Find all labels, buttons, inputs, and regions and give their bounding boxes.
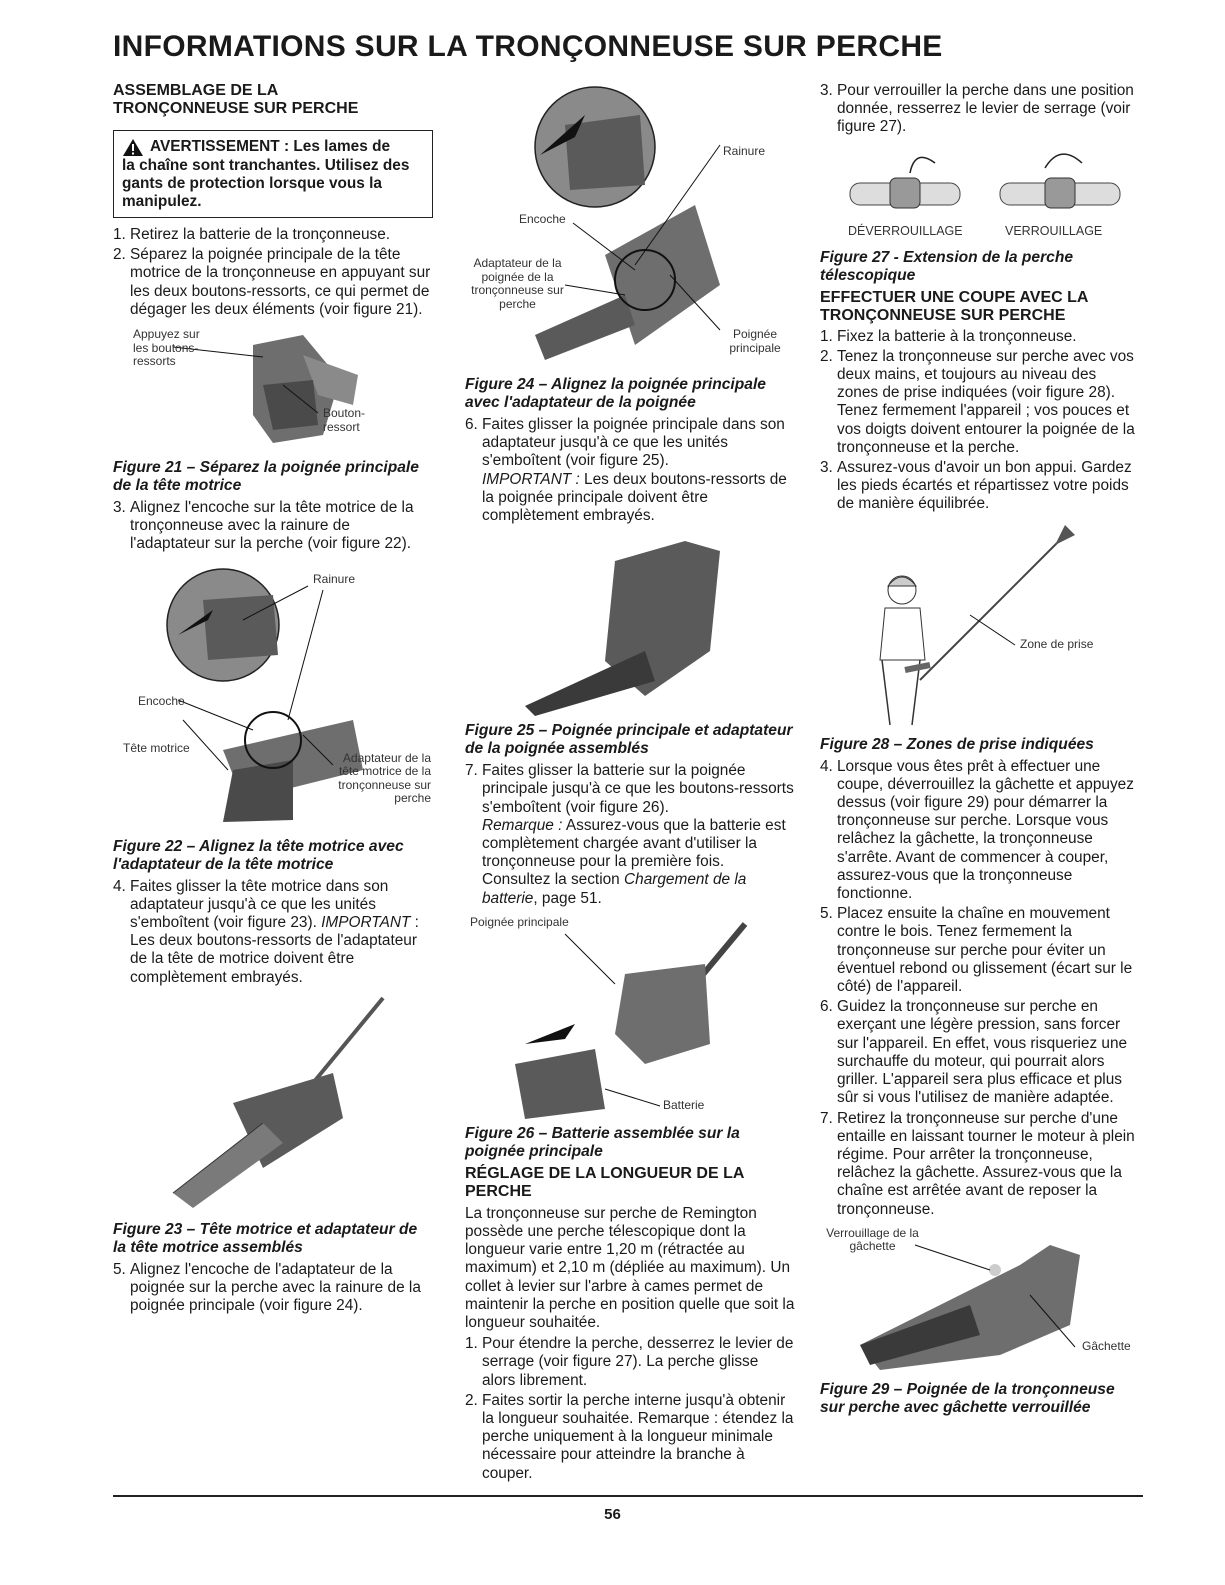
fig29-label-verrou: Verrouillage de la gâchette	[826, 1225, 919, 1254]
figure-24-caption: Figure 24 – Alignez la poignée principale avec l'adaptateur de la poignée	[465, 376, 766, 411]
list-item: 3. Assurez-vous d'avoir un bon appui. Gardez les pieds écartés et répartissez votre poids de manière équilibrée.	[820, 459, 1132, 513]
section-title-coupe: EFFECTUER UNE COUPE AVEC LA TRONÇONNEUSE SUR PERCHE	[820, 288, 1088, 324]
list-item: 1. Pour étendre la perche, desserrez le levier de serrage (voir figure 27). La perche glisse alors librement.	[465, 1335, 794, 1389]
section-intro: La tronçonneuse sur perche de Remington possède une perche télescopique dont la longueur varie entre 1,20 m (rétractée au maximum) et 2,10 m (dépliée au maximum). Un collet à levier sur l'arbre à cames permet de maintenir la perche en position quelle que soit la longueur souhaitée.	[465, 1204, 795, 1332]
fig29-label-gachette: Gâchette	[1082, 1338, 1131, 1353]
fig26-label-batterie: Batterie	[663, 1097, 705, 1112]
warning-body: la chaîne sont tranchantes. Utilisez des gants de protection lorsque vous la manipulez.	[122, 157, 410, 210]
list-item: 2. Tenez la tronçonneuse sur perche avec vos deux mains, et toujours au niveau des zones de prise indiquées (voir figure 28). Tenez fermement l'appareil ; vos pouces et vos doigts doivent entourer la poignée de la tronçonneuse et la perche.	[820, 347, 1135, 456]
footer-rule	[113, 1495, 1143, 1497]
figure-21-caption: Figure 21 – Séparez la poignée principale de la tête motrice	[113, 459, 419, 495]
section-title-assemblage: ASSEMBLAGE DE LA TRONÇONNEUSE SUR PERCHE	[113, 82, 359, 117]
list-item: 7. Retirez la tronçonneuse sur perche d'une entaille en laissant tourner le moteur à plein régime. Pour arrêter la tronçonneuse, relâchez la gâchette. Assurez-vous que la chaîne est arrêtée avant de reposer la tronçonneuse.	[820, 1109, 1135, 1218]
figure-28	[820, 520, 1140, 730]
column-2	[465, 85, 795, 1485]
list-item: 6. Faites glisser la poignée principale dans son adaptateur jusqu'à ce que les unités s'emboîtent (voir figure 25). IMPORTANT : Les deux boutons-ressorts de la poignée principale doivent être complètement embrayés.	[465, 416, 787, 525]
steps-list-a	[113, 226, 433, 319]
list-item: 6. Guidez la tronçonneuse sur perche en exerçant une légère pression, sans forcer sur l'appareil. En effet, vous risqueriez une surchauffe du moteur, qui pourrait alors griller. L'appareil sera plus efficace et plus sûr si vous l'utilisez de manière adaptée.	[820, 998, 1128, 1107]
list-item: 5. Placez ensuite la chaîne en mouvement contre le bois. Tenez fermement la tronçonneuse sur perche pour éviter un éventuel rebond ou glissement (écart sur le côté) de l'appareil.	[820, 905, 1133, 996]
figure-26	[465, 914, 795, 1119]
page-title: INFORMATIONS SUR LA TRONÇONNEUSE SUR PERCHE	[113, 30, 943, 63]
fig22-label-tete: Tête motrice	[123, 740, 190, 755]
figure-26-caption: Figure 26 – Batterie assemblée sur la poignée principale	[465, 1124, 740, 1160]
fig26-label-poignee: Poignée principale	[470, 914, 569, 929]
figure-27-illustration	[820, 143, 1140, 223]
figure-22	[113, 560, 433, 832]
figure-27	[820, 143, 1140, 243]
figure-28-illustration	[820, 520, 1140, 730]
figure-23	[113, 993, 433, 1215]
fig27-label-unlock: DÉVERROUILLAGE	[848, 223, 963, 238]
figure-23-illustration	[113, 993, 433, 1215]
fig22-label-adaptateur: Adaptateur de la tête motrice de la tronçonneuse sur perche	[338, 750, 431, 806]
fig22-label-encoche: Encoche	[138, 693, 185, 708]
figure-29	[820, 1225, 1140, 1375]
list-item: 1. Fixez la batterie à la tronçonneuse.	[820, 327, 1077, 345]
figure-25	[465, 531, 795, 716]
fig24-label-rainure: Rainure	[723, 144, 766, 158]
list-item: 5. Alignez l'encoche de l'adaptateur de la poignée sur la perche avec la rainure de la poignée principale (voir figure 24).	[113, 1260, 421, 1315]
figure-21	[113, 325, 433, 453]
list-item: 1. Retirez la batterie de la tronçonneuse.	[113, 226, 391, 243]
figure-25-illustration	[465, 531, 795, 716]
list-item: 3. Alignez l'encoche sur la tête motrice de la tronçonneuse avec la rainure de l'adaptateur sur la perche (voir figure 22).	[113, 499, 414, 553]
list-item: 3. Pour verrouiller la perche dans une position donnée, resserrez le levier de serrage (voir figure 27).	[820, 82, 1134, 136]
figure-24	[465, 85, 795, 370]
figure-23-caption: Figure 23 – Tête motrice et adaptateur de la tête motrice assemblés	[113, 1220, 418, 1256]
figure-22-caption: Figure 22 – Alignez la tête motrice avec l'adaptateur de la tête motrice	[113, 837, 404, 873]
warning-triangle-icon	[122, 138, 144, 157]
fig27-label-lock: VERROUILLAGE	[1005, 223, 1103, 238]
figure-25-caption: Figure 25 – Poignée principale et adaptateur de la poignée assemblés	[465, 722, 793, 758]
list-item: 2. Faites sortir la perche interne jusqu'à obtenir la longueur souhaitée. Remarque : étendez la perche uniquement à la longueur minimale nécessaire pour atteindre la branche à couper.	[465, 1391, 794, 1482]
list-item: 4. Faites glisser la tête motrice dans son adaptateur jusqu'à ce que les unités s'emboîtent (voir figure 23). IMPORTANT : Les deux boutons-ressorts de l'adaptateur de la tête de motrice doivent être complètement embrayés.	[113, 877, 419, 986]
list-item: 2. Séparez la poignée principale de la tête motrice de la tronçonneuse en appuyant sur les deux boutons-ressorts, ce qui permet de dégager les deux éléments (voir figure 21).	[113, 246, 431, 318]
fig21-label-appuyez: Appuyez sur les boutons-ressorts	[133, 327, 200, 369]
fig21-label-bouton: Bouton-ressort	[323, 406, 366, 434]
figure-29-caption: Figure 29 – Poignée de la tronçonneuse sur perche avec gâchette verrouillée	[820, 1380, 1115, 1416]
fig22-label-rainure: Rainure	[313, 571, 356, 586]
fig28-label-zone: Zone de prise	[1020, 636, 1094, 651]
figure-28-caption: Figure 28 – Zones de prise indiquées	[820, 735, 1094, 753]
fig24-label-encoche: Encoche	[519, 212, 566, 226]
column-1	[113, 82, 433, 1317]
list-item: 7. Faites glisser la batterie sur la poignée principale jusqu'à ce que les boutons-ressorts s'emboîtent (voir figure 26). Remarque : Assurez-vous que la batterie est complètement chargée avant d'utiliser la tronçonneuse pour la première fois. Consultez la section Chargement de la batterie, page 51.	[465, 762, 794, 907]
fig24-label-poignee: Poignée principale	[729, 327, 781, 355]
column-3	[820, 82, 1140, 1421]
warning-box	[113, 130, 433, 218]
figure-26-illustration	[465, 914, 795, 1119]
page-number: 56	[604, 1506, 621, 1523]
warning-head: AVERTISSEMENT : Les lames de	[150, 138, 391, 155]
section-title-reglage: RÉGLAGE DE LA LONGUEUR DE LA PERCHE	[465, 1164, 744, 1200]
list-item: 4. Lorsque vous êtes prêt à effectuer une coupe, déverrouillez la gâchette et appuyez dessus (voir figure 29) pour démarrer la tronçonneuse sur perche. Lorsque vous relâchez la gâchette, la tronçonneuse s'arrête. Avant de commencer à couper, assurez-vous que la tronçonneuse fonctionne.	[820, 757, 1134, 903]
figure-27-caption: Figure 27 - Extension de la perche télescopique	[820, 248, 1074, 284]
fig24-label-adaptateur: Adaptateur de la poignée de la tronçonneuse sur perche	[471, 256, 564, 311]
